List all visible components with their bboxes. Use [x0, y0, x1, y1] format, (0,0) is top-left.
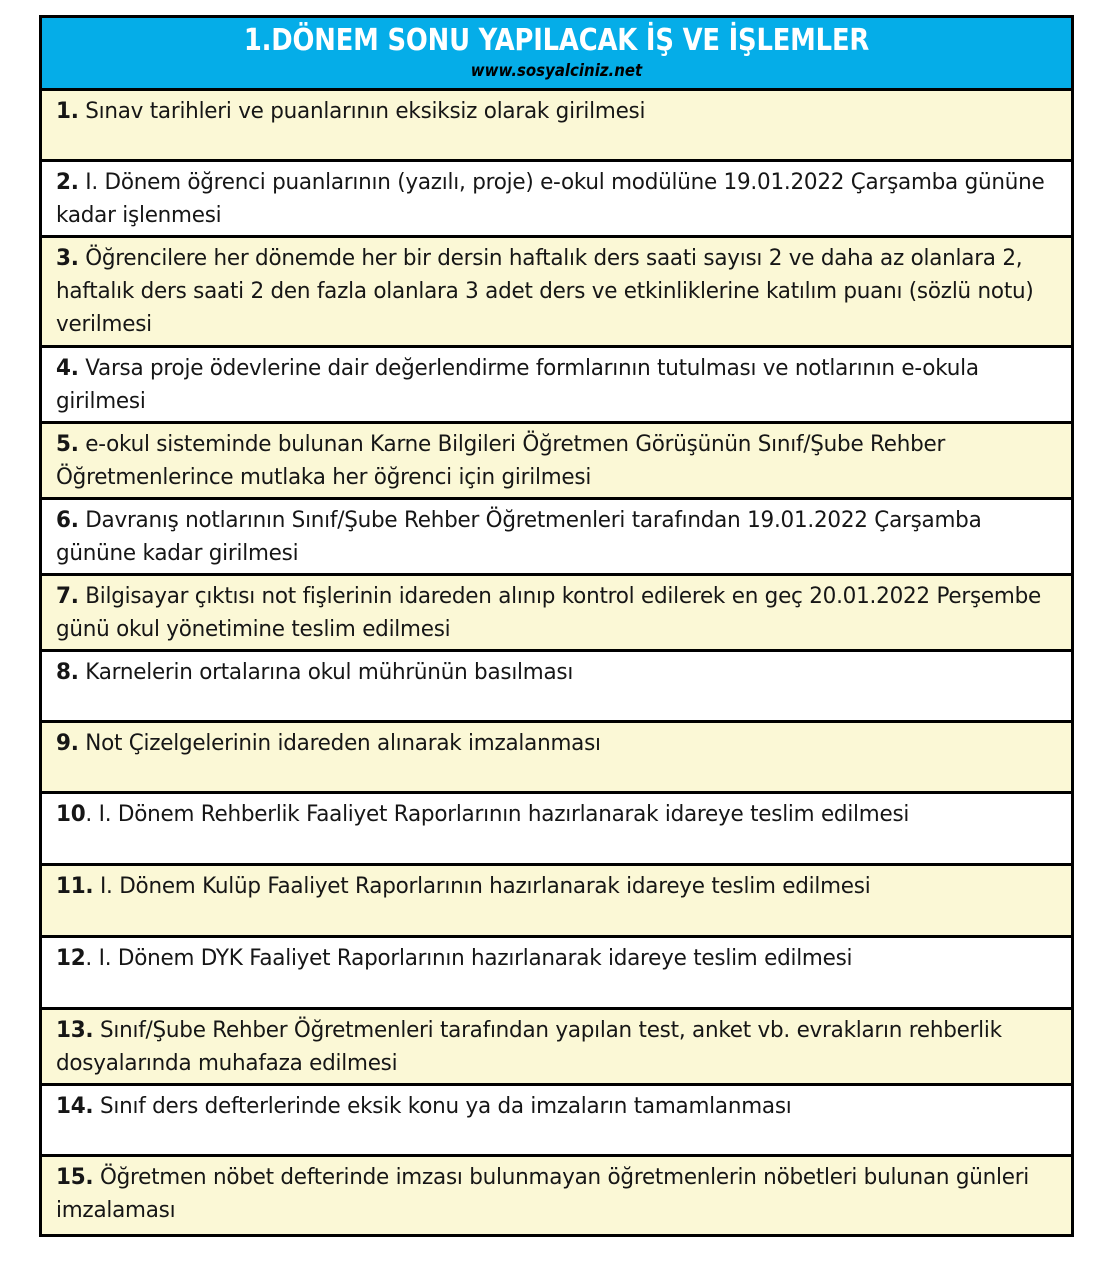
document-header-banner — [42, 18, 1071, 91]
task-description: Öğretmen nöbet defterinde imzası bulunmayan öğretmenlerin nöbetleri bulunan günleri imzalaması — [56, 1164, 1030, 1223]
task-text — [56, 428, 1059, 494]
tasks-list — [42, 91, 1071, 1234]
task-number: 4. — [56, 355, 79, 381]
task-text — [56, 727, 1059, 760]
task-description: Sınıf/Şube Rehber Öğretmenleri tarafından yapılan test, anket vb. evrakların rehberlik dosyalarında muhafaza edilmesi — [56, 1017, 1002, 1076]
task-description: I. Dönem öğrenci puanlarının (yazılı, proje) e-okul modülüne 19.01.2022 Çarşamba gününe kadar işlenmesi — [56, 169, 1045, 228]
table-row — [42, 1086, 1071, 1157]
table-row — [42, 576, 1071, 652]
table-row — [42, 424, 1071, 500]
task-text — [56, 870, 1059, 903]
task-text — [56, 798, 1059, 831]
table-row — [42, 1010, 1071, 1086]
task-text — [56, 1014, 1059, 1080]
task-text — [56, 352, 1059, 418]
task-number: 11. — [56, 873, 94, 899]
table-row — [42, 500, 1071, 576]
table-row — [42, 938, 1071, 1010]
task-number: 12 — [56, 945, 86, 971]
tasks-table — [39, 15, 1074, 1237]
task-text — [56, 1161, 1059, 1227]
task-number: 9. — [56, 730, 79, 756]
task-number: 5. — [56, 431, 79, 457]
table-row — [42, 238, 1071, 348]
task-number: 8. — [56, 659, 79, 685]
task-text — [56, 942, 1059, 975]
table-row — [42, 162, 1071, 238]
source-website-label: www.sosyalciniz.net — [470, 61, 643, 81]
task-text — [56, 656, 1059, 689]
task-description: Not Çizelgelerinin idareden alınarak imzalanması — [85, 730, 601, 756]
task-description: Sınav tarihleri ve puanlarının eksiksiz olarak girilmesi — [85, 98, 646, 124]
table-row — [42, 348, 1071, 424]
task-description: Davranış notlarının Sınıf/Şube Rehber Öğretmenleri tarafından 19.01.2022 Çarşamba gününe kadar girilmesi — [56, 507, 982, 566]
task-number: 13. — [56, 1017, 94, 1043]
task-text — [56, 95, 1059, 128]
task-description: Öğrencilere her dönemde her bir dersin haftalık ders saati sayısı 2 ve daha az olanlara 2, haftalık ders saati 2 den fazla olanlara 3 adet ders ve etkinliklerine katılım puanı (sözlü notu) verilmesi — [56, 245, 1034, 337]
task-description: . I. Dönem Rehberlik Faaliyet Raporlarının hazırlanarak idareye teslim edilmesi — [85, 801, 910, 827]
task-description: I. Dönem Kulüp Faaliyet Raporlarının hazırlanarak idareye teslim edilmesi — [99, 873, 871, 899]
table-row — [42, 91, 1071, 162]
table-row — [42, 1157, 1071, 1234]
task-description: Varsa proje ödevlerine dair değerlendirme formlarının tutulması ve notlarının e-okula girilmesi — [56, 355, 979, 414]
table-row — [42, 794, 1071, 866]
page-title: 1.DÖNEM SONU YAPILACAK İŞ VE İŞLEMLER — [243, 23, 870, 58]
task-description: e-okul sisteminde bulunan Karne Bilgileri Öğretmen Görüşünün Sınıf/Şube Rehber Öğretmenlerince mutlaka her öğrenci için girilmesi — [56, 431, 946, 490]
task-text — [56, 242, 1059, 341]
task-description: . I. Dönem DYK Faaliyet Raporlarının hazırlanarak idareye teslim edilmesi — [85, 945, 853, 971]
table-row — [42, 652, 1071, 723]
task-text — [56, 580, 1059, 646]
task-number: 1. — [56, 98, 79, 124]
task-text — [56, 504, 1059, 570]
task-text — [56, 166, 1059, 232]
task-description: Karnelerin ortalarına okul mührünün basılması — [85, 659, 574, 685]
task-number: 2. — [56, 169, 79, 195]
table-row — [42, 723, 1071, 794]
table-row — [42, 866, 1071, 938]
task-number: 10 — [56, 801, 86, 827]
task-description: Bilgisayar çıktısı not fişlerinin idareden alınıp kontrol edilerek en geç 20.01.2022 Perşembe günü okul yönetimine teslim edilmesi — [56, 583, 1041, 642]
task-description: Sınıf ders defterlerinde eksik konu ya da imzaların tamamlanması — [99, 1093, 792, 1119]
task-number: 3. — [56, 245, 79, 271]
task-number: 14. — [56, 1093, 94, 1119]
task-number: 7. — [56, 583, 79, 609]
task-text — [56, 1090, 1059, 1123]
task-number: 6. — [56, 507, 79, 533]
task-number: 15. — [56, 1164, 94, 1190]
